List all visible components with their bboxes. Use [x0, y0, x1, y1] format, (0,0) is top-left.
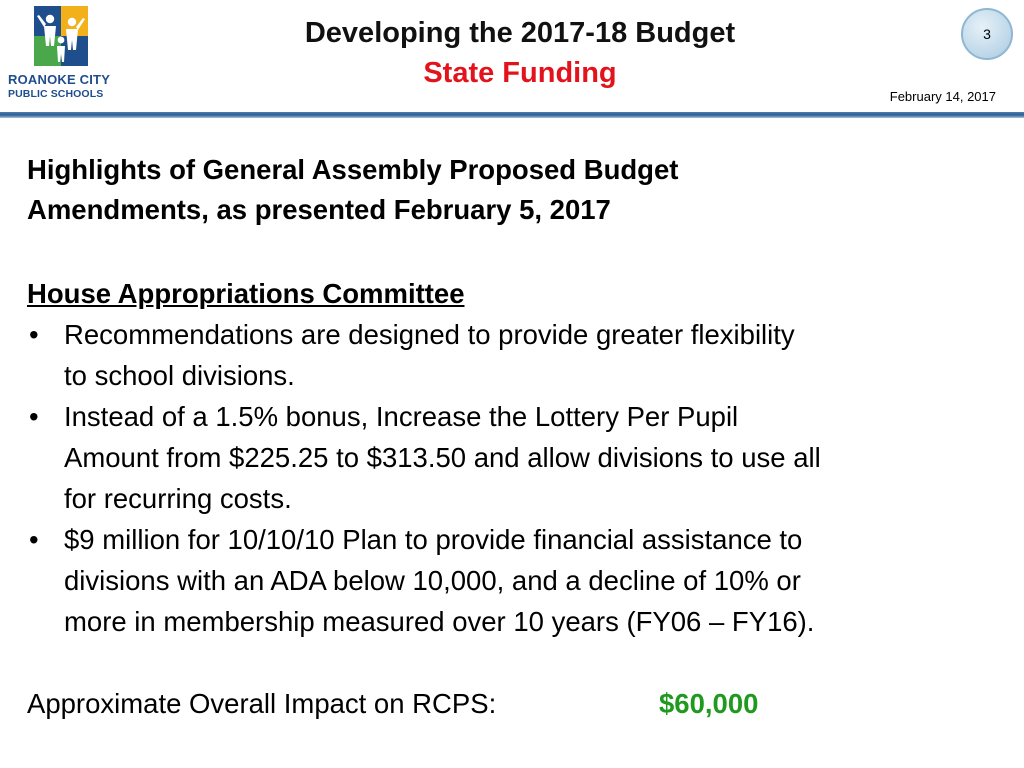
bullet-item: [27, 396, 1017, 519]
page-number-badge: 3: [961, 8, 1013, 60]
logo-wordmark: [8, 72, 114, 102]
heading-line-1: Highlights of General Assembly Proposed Budget: [27, 154, 679, 185]
slide-date: February 14, 2017: [889, 89, 996, 104]
section-title: House Appropriations Committee: [27, 278, 465, 309]
header-divider: [0, 112, 1024, 118]
bullet-item: [27, 519, 1017, 642]
bullet-list: [27, 314, 1017, 642]
slide-subtitle: State Funding: [423, 57, 617, 89]
highlights-heading: [27, 150, 1017, 230]
bullet-item: [27, 314, 1017, 396]
logo-line-2: PUBLIC SCHOOLS: [8, 88, 104, 100]
logo-figures-icon: [34, 6, 88, 66]
bullet-marker: •: [29, 401, 39, 432]
bullet-line: Amount from $225.25 to $313.50 and allow divisions to use all: [64, 442, 821, 473]
bullet-marker: •: [29, 524, 39, 555]
bullet-line: divisions with an ADA below 10,000, and a decline of 10% or: [64, 565, 801, 596]
impact-value: $60,000: [659, 688, 759, 719]
bullet-line: Recommendations are designed to provide greater flexibility: [64, 319, 795, 350]
slide-body: [27, 150, 1017, 724]
impact-label: Approximate Overall Impact on RCPS:: [27, 688, 497, 719]
bullet-line: Instead of a 1.5% bonus, Increase the Lottery Per Pupil: [64, 401, 739, 432]
bullet-line: to school divisions.: [64, 360, 295, 391]
bullet-marker: •: [29, 319, 39, 350]
school-logo: [6, 6, 114, 106]
bullet-line: more in membership measured over 10 years (FY06 – FY16).: [64, 606, 815, 637]
bullet-line: $9 million for 10/10/10 Plan to provide financial assistance to: [64, 524, 803, 555]
slide-title: Developing the 2017-18 Budget: [304, 17, 736, 49]
logo-line-1: ROANOKE CITY: [8, 72, 111, 87]
bullet-line: for recurring costs.: [64, 483, 292, 514]
impact-row: [27, 683, 1017, 724]
heading-line-2: Amendments, as presented February 5, 2017: [27, 194, 611, 225]
